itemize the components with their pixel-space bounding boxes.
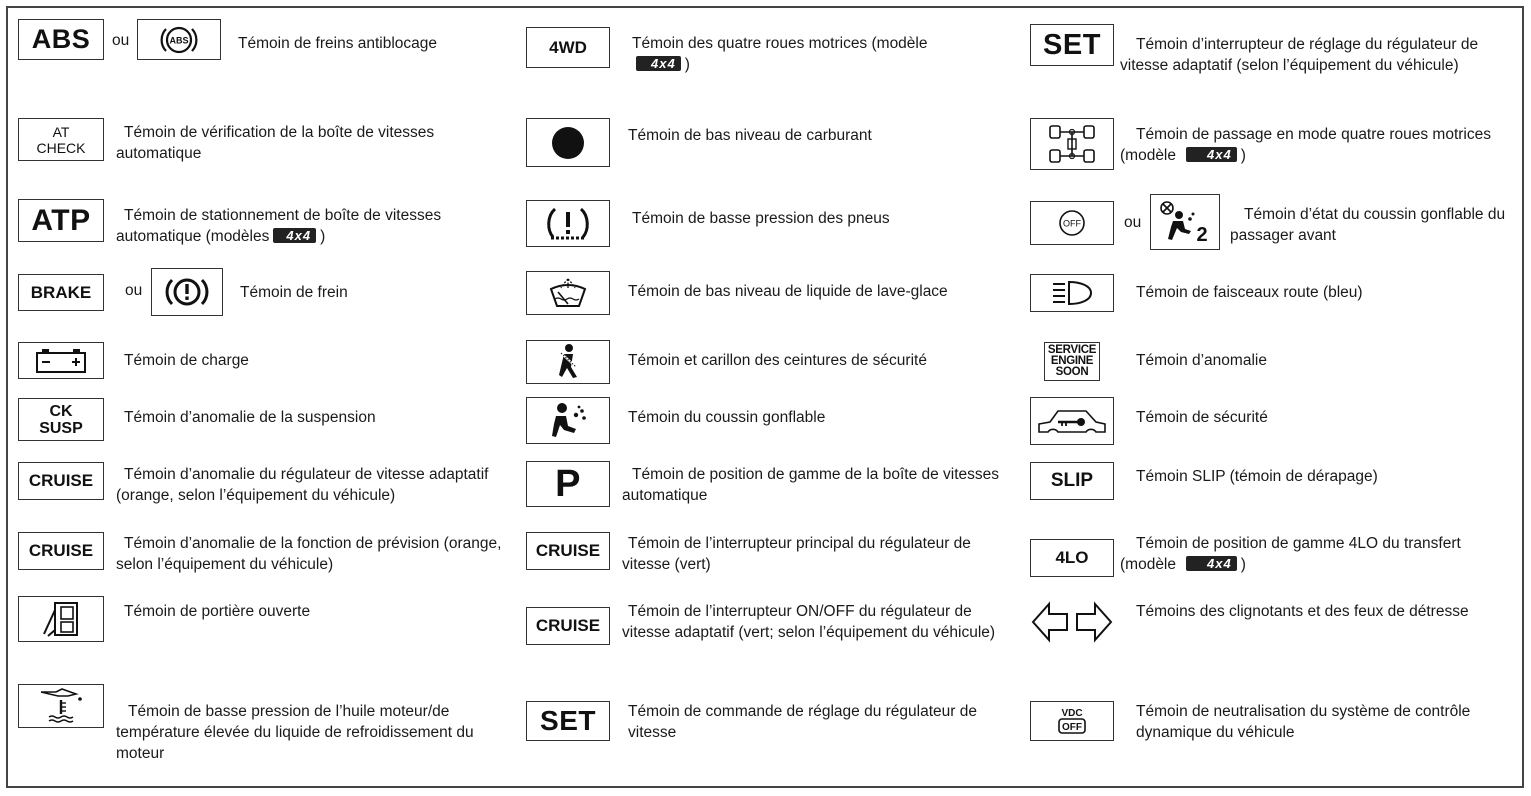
cruise-main-icon: CRUISE xyxy=(526,532,610,570)
set-cmd-icon: SET xyxy=(526,701,610,741)
tire-pressure-icon xyxy=(526,200,610,247)
brake-label: Témoin de frein xyxy=(240,284,348,301)
warning-lights-table xyxy=(6,6,1524,788)
svg-text:OFF: OFF xyxy=(1063,218,1081,229)
vdc-off-icon xyxy=(1030,701,1114,741)
oil-temp-icon xyxy=(18,684,104,728)
4wd-shift-label: Témoin de passage en mode quatre roues motrices (modèle 4x4 ) xyxy=(1120,126,1491,164)
4wd-shift-icon xyxy=(1030,118,1114,170)
abs-label: Témoin de freins antiblocage xyxy=(238,35,438,52)
set-cmd-label: Témoin de commande de réglage du régulateur de vitesse xyxy=(628,703,977,741)
set-acc-label: Témoin d’interrupteur de réglage du régulateur de vitesse adaptatif (selon l’équipement du véhicule) xyxy=(1120,36,1479,74)
atp-label: Témoin de stationnement de boîte de vitesses automatique (modèles 4x4 ) xyxy=(116,207,442,245)
door-open-icon xyxy=(18,596,104,642)
abs-icon: ABS xyxy=(18,19,104,60)
airbag-icon xyxy=(526,397,610,444)
security-car-key-icon xyxy=(1030,397,1114,445)
vdc-off-text: OFF xyxy=(1062,722,1082,733)
turn-signal-arrows-icon xyxy=(1030,599,1114,645)
cruise-pred-label: Témoin d’anomalie de la fonction de prévision (orange, selon l’équipement du véhicule) xyxy=(116,535,502,573)
slip-icon: SLIP xyxy=(1030,462,1114,500)
oil-label: Témoin de basse pression de l’huile moteur/de température élevée du liquide de refroidissement du moteur xyxy=(116,703,474,762)
service-label: Témoin d’anomalie xyxy=(1136,352,1267,369)
brake-icon: BRAKE xyxy=(18,274,104,311)
washer-label: Témoin de bas niveau de liquide de lave-glace xyxy=(628,283,948,300)
4lo-icon: 4LO xyxy=(1030,539,1114,577)
charge-label: Témoin de charge xyxy=(124,352,249,369)
security-label: Témoin de sécurité xyxy=(1136,409,1268,426)
4wd-label: Témoin des quatre roues motrices (modèle4x4 ) xyxy=(632,35,928,73)
or-text: ou xyxy=(1124,214,1142,231)
badge-4x4-icon: 4x4 xyxy=(1186,556,1237,571)
park-icon: P xyxy=(526,461,610,507)
badge-4x4-icon: 4x4 xyxy=(1186,147,1237,162)
vdc-label: Témoin de neutralisation du système de contrôle dynamique du véhicule xyxy=(1136,703,1471,741)
pass-airbag-label: Témoin d’état du coussin gonflable du passager avant xyxy=(1230,206,1506,244)
washer-fluid-icon xyxy=(526,271,610,315)
battery-icon xyxy=(18,342,104,379)
high-beam-label: Témoin de faisceaux route (bleu) xyxy=(1136,284,1363,301)
slip-label: Témoin SLIP (témoin de dérapage) xyxy=(1136,468,1378,485)
door-label: Témoin de portière ouverte xyxy=(124,603,311,620)
turn-label: Témoins des clignotants et des feux de détresse xyxy=(1136,603,1469,620)
high-beam-icon xyxy=(1030,274,1114,312)
cruise-acc-label: Témoin d’anomalie du régulateur de vitesse adaptatif (orange, selon l’équipement du véhicule) xyxy=(116,466,489,504)
park-label: Témoin de position de gamme de la boîte de vitesses automatique xyxy=(622,466,1000,504)
fuel-label: Témoin de bas niveau de carburant xyxy=(628,127,872,144)
at-check-icon: AT CHECK xyxy=(18,118,104,161)
4lo-label: Témoin de position de gamme 4LO du transfert (modèle 4x4 ) xyxy=(1120,535,1461,573)
svg-text:VDC: VDC xyxy=(1061,708,1083,719)
pass-airbag-off-icon xyxy=(1030,201,1114,245)
set-acc-icon: SET xyxy=(1030,24,1114,66)
atp-icon: ATP xyxy=(18,199,104,242)
airbag-label: Témoin du coussin gonflable xyxy=(628,409,826,426)
cruise-onoff-icon: CRUISE xyxy=(526,607,610,645)
badge-4x4-icon: 4x4 xyxy=(636,56,681,71)
cruise-main-label: Témoin de l’interrupteur principal du régulateur de vitesse (vert) xyxy=(622,535,971,573)
or-text: ou xyxy=(112,32,130,49)
svg-text:ABS: ABS xyxy=(169,35,189,45)
or-text: ou xyxy=(125,282,143,299)
tire-label: Témoin de basse pression des pneus xyxy=(632,210,890,227)
cruise-pred-icon: CRUISE xyxy=(18,532,104,570)
service-engine-soon-icon: SERVICE ENGINE SOON xyxy=(1030,339,1114,383)
cruise-onoff-label: Témoin de l’interrupteur ON/OFF du régulateur de vitesse adaptatif (vert; selon l’équipement du véhicule) xyxy=(622,603,996,641)
ck-susp-icon: CK SUSP xyxy=(18,398,104,441)
seatbelt-label: Témoin et carillon des ceintures de sécurité xyxy=(628,352,927,369)
seatbelt-icon xyxy=(526,340,610,384)
at-check-label: Témoin de vérification de la boîte de vitesses automatique xyxy=(116,124,435,162)
svg-text:2: 2 xyxy=(1196,224,1208,245)
cruise-acc-icon: CRUISE xyxy=(18,462,104,500)
fuel-dot-icon xyxy=(526,118,610,167)
pass-airbag-seat-icon xyxy=(1150,194,1220,250)
4wd-icon: 4WD xyxy=(526,27,610,68)
badge-4x4-icon: 4x4 xyxy=(273,228,316,243)
abs-circle-icon xyxy=(137,19,221,60)
ck-susp-label: Témoin d’anomalie de la suspension xyxy=(124,409,376,426)
brake-circle-icon xyxy=(151,268,223,316)
